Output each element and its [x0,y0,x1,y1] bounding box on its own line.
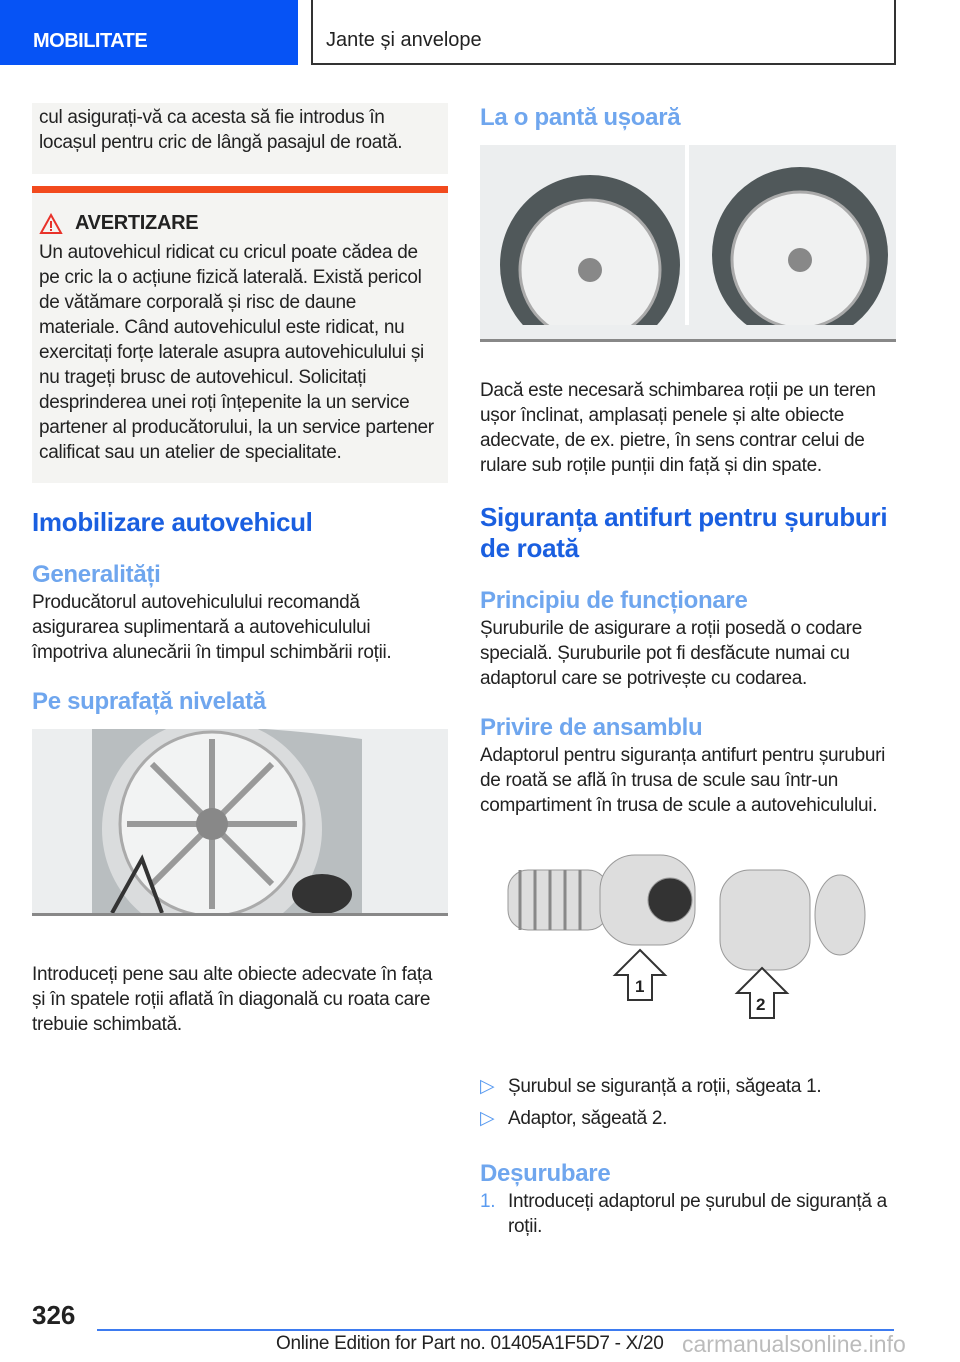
heading-unscrew: Deșurubare [480,1160,611,1187]
heading-antitheft: Siguranța antifurt pentru șuruburi de roată [480,502,888,563]
right-column [480,103,896,1246]
warning-triangle-icon [39,213,63,235]
bolt-adapter-image [480,850,896,1050]
warning-text: Un autovehicul ridicat cu cricul poate cădea de pe cric la o acțiune fizică laterală. Există pericol de vătămare corporală și risc de daune materiale. Când autovehiculul este ridicat, nu exercitați forțe laterale asupra autovehiculului și nu trageți brusc de autovehicul. Solicitați desprinderea unei roți înțepenite la un service partener al producătorului, la un service partener calificat sau un atelier de specialitate. [39,242,434,463]
bullet-list [480,1074,896,1131]
bullet-text: Șurubul se siguranță a roții, săgeata 1. [508,1076,822,1097]
steps-list [480,1189,896,1239]
list-item [480,1074,896,1099]
overview-text: Adaptorul pentru siguranța antifurt pentru șuruburi de roată se află în trusa de scule sau într-un compartiment în trusa de scule a autovehiculului. [480,745,886,816]
slope-image [480,145,896,342]
step-text: Introduceți adaptorul pe șurubul de siguranță a roții. [508,1191,887,1237]
slope-text: Dacă este necesară schimbarea roții pe un teren ușor înclinat, amplasați penele și alte obiecte adecvate, de ex. pietre, în sens contrar celui de rulare sub roțile punții din față și din spate. [480,380,876,476]
warning-box [32,186,448,483]
heading-flat-surface: Pe suprafață nivelată [32,688,266,715]
flat-text: Introduceți pene sau alte obiecte adecvate în fața și în spatele roții aflată în diagonală cu roata care trebuie schimbată. [32,964,433,1035]
heading-immobilize: Imobilizare autovehicul [32,507,313,537]
callout-2: 2 [756,995,766,1014]
bullet-text: Adaptor, săgeată 2. [508,1108,668,1129]
page-number: 326 [32,1300,76,1330]
principle-text: Șuruburile de asigurare a roții posedă o codare specială. Șuruburile pot fi desfăcute numai cu adaptorul care se potrivește cu codarea. [480,618,862,689]
heading-general: Generalități [32,561,161,588]
chapter-title: Jante și anvelope [311,0,896,65]
left-column [32,103,448,1037]
callout-1: 1 [635,977,645,996]
flat-surface-image [32,729,448,916]
step-item [480,1189,896,1239]
note-text: cul asigurați-vă ca acesta să fie introdus în locașul pentru cric de lângă pasajul de roată. [39,107,403,153]
triangle-bullet-icon: ▷ [480,1108,495,1129]
heading-overview: Privire de ansamblu [480,714,703,741]
triangle-bullet-icon: ▷ [480,1076,495,1097]
warning-title: AVERTIZARE [75,212,199,234]
step-number: 1. [480,1191,496,1212]
general-text: Producătorul autovehiculului recomandă asigurarea suplimentară a autovehiculului împotriva alunecării în timpul schimbării roții. [32,592,392,663]
section-tab: MOBILITATE [0,0,298,65]
continued-note [32,103,448,174]
watermark: carmanualsonline.info [682,1331,906,1357]
heading-principle: Principiu de funcționare [480,587,748,614]
heading-slope: La o pantă ușoară [480,104,681,131]
edition-text: Online Edition for Part no. 01405A1F5D7 - X/20 [276,1333,664,1354]
list-item [480,1106,896,1131]
warning-header [39,211,441,236]
